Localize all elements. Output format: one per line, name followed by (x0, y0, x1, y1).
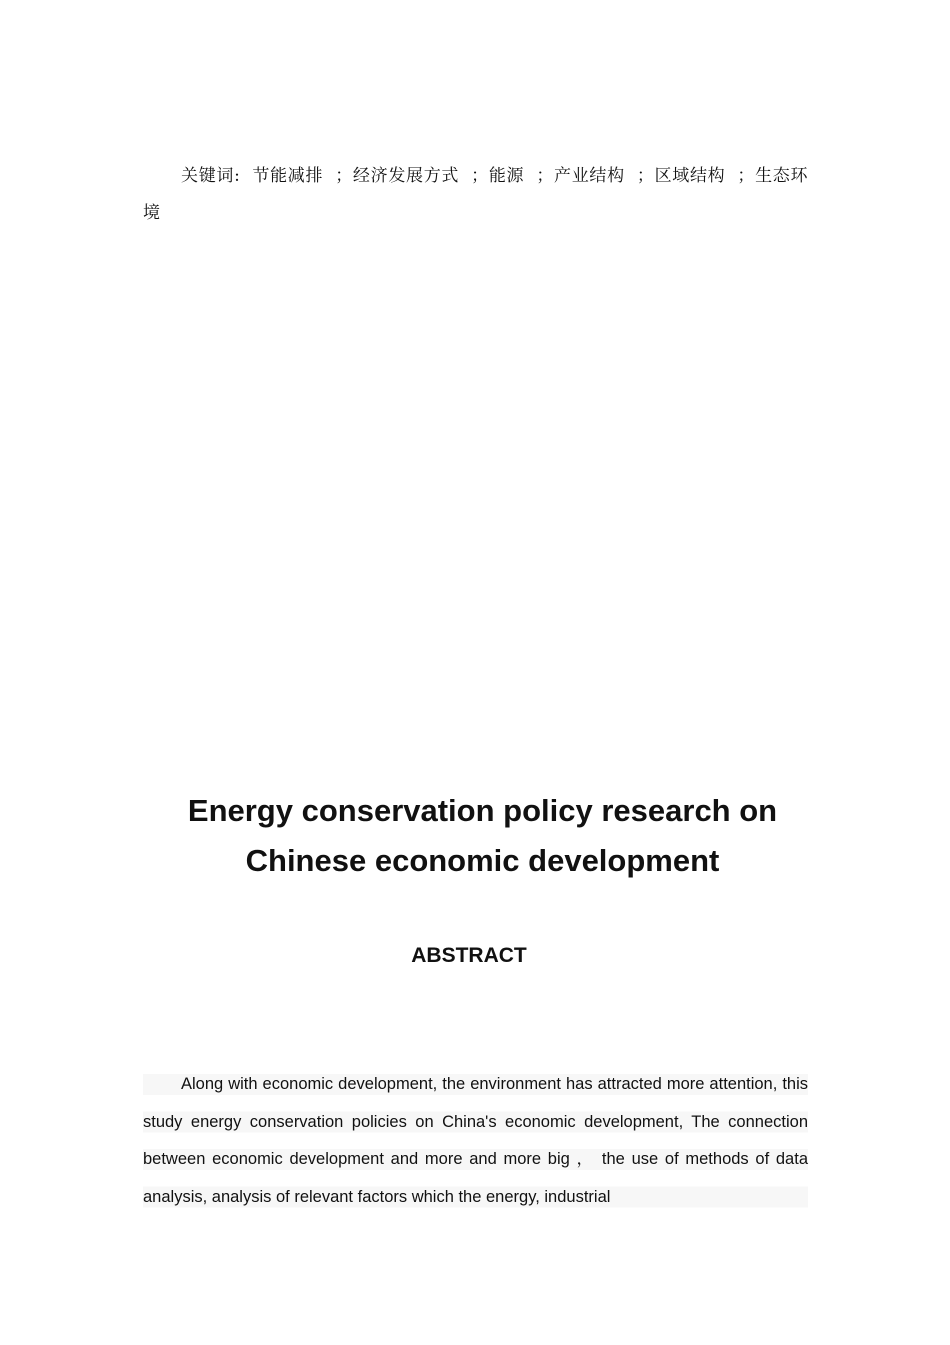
abstract-heading: ABSTRACT (411, 944, 527, 967)
abstract-body: Along with economic development, the environment has attracted more attention, this study energy conservation policies on China's economic development, The connection between economic development and more and more big ， the use of methods of data analysis, analysis of relevant factors which the energy, industrial (143, 1066, 808, 1216)
title-line-2: Chinese economic development (245, 843, 720, 878)
keywords-paragraph: 关键词: 节能减排 ；经济发展方式 ；能源 ；产业结构 ；区域结构 ；生态环境 (143, 166, 808, 223)
title-line-1: Energy conservation policy research on (187, 793, 778, 828)
paper-title (100, 786, 865, 886)
